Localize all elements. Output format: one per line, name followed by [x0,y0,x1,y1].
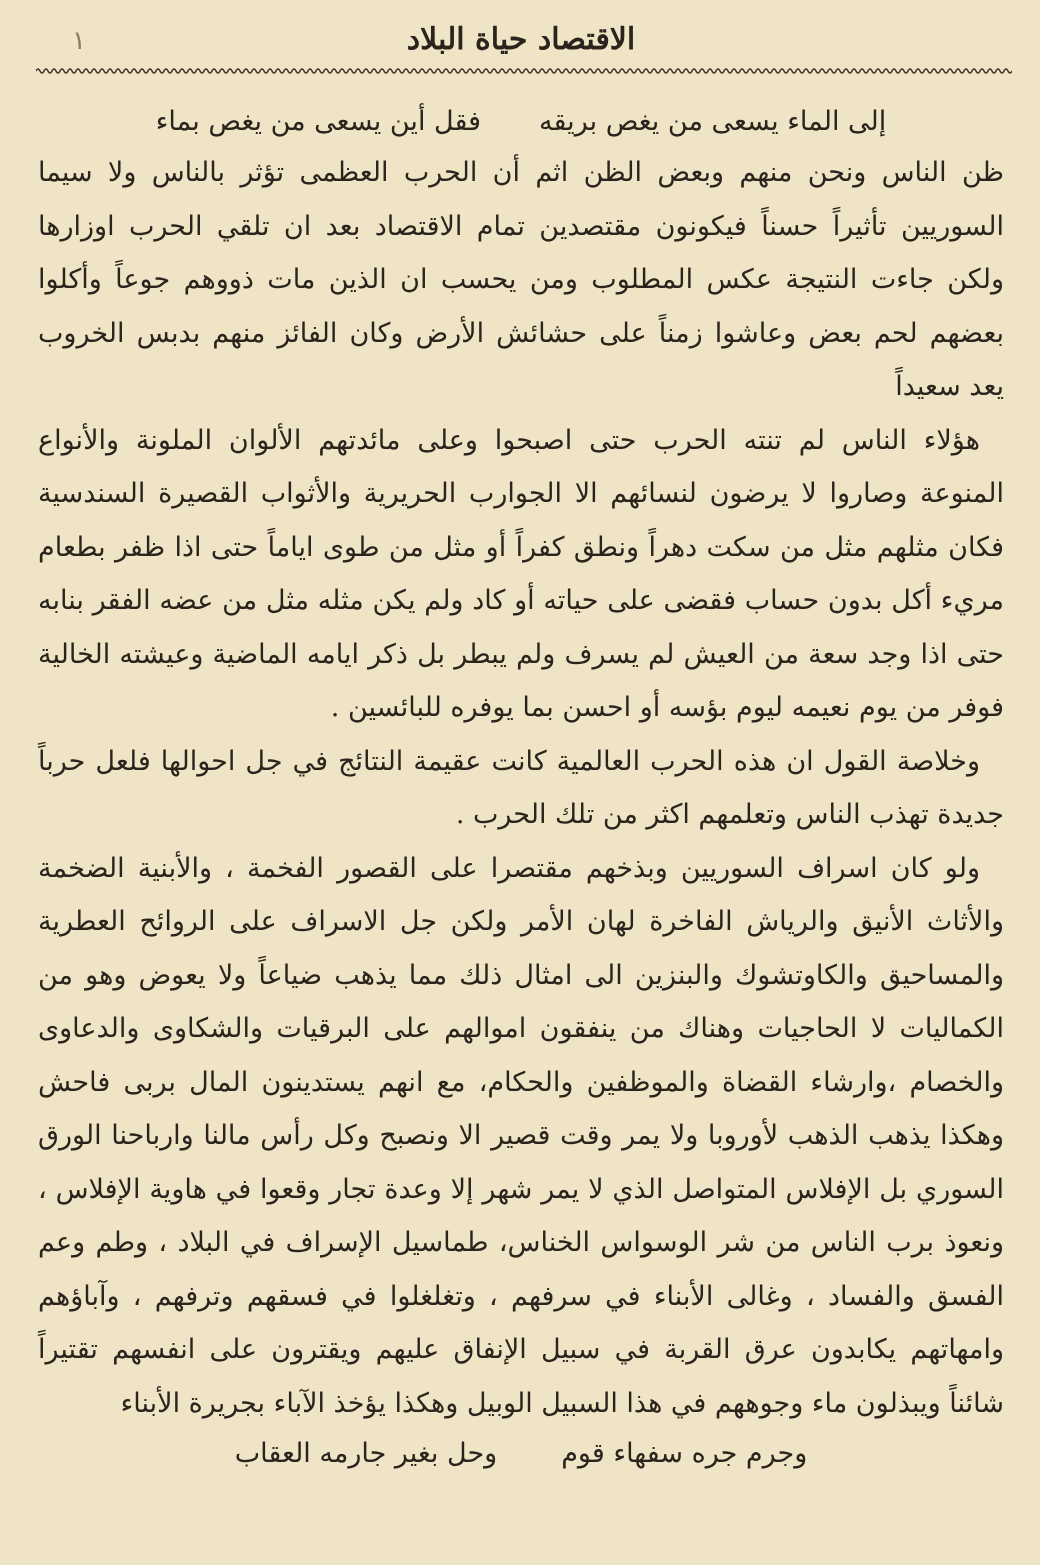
verse-hemistich-second: وحل بغير جارمه العقاب [234,1438,498,1469]
verse-hemistich-second: فقل أين يسعى من يغص بماء [155,106,482,137]
paragraph-2: هؤلاء الناس لم تنته الحرب حتى اصبحوا وعلى مائدتهم الألوان الملونة والأنواع المنوعة وصاروا لا يرضون لنسائهم الا الجوارب الحريرية والأثواب القصيرة السندسية فكان مثلهم مثل من سكت دهراً ونطق كفراً أو مثل من طوى اياماً حتى اذا ظفر بطعام مريء أكل بدون حساب فقضى على حياته أو كاد ولم يكن مثله مثل من عضه الفقر بنابه حتى اذا وجد سعة من العيش لم يسرف ولم يبطر بل ذكر ايامه الماضية وعيشته الخالية فوفر من يوم نعيمه ليوم بؤسه أو احسن بما يوفره للبائسين . [38,424,1004,723]
wavy-divider [36,66,1012,76]
page-body [38,104,1004,1478]
running-title: الاقتصاد حياة البلاد [406,22,636,57]
paragraph-3: وخلاصة القول ان هذه الحرب العالمية كانت عقيمة النتائج في جل احوالها فلعل حرباً جديدة تهذب الناس وتعلمهم اكثر من تلك الحرب . [38,745,1004,830]
paragraph-4: ولو كان اسراف السوريين وبذخهم مقتصرا على القصور الفخمة ، والأبنية الضخمة والأثاث الأنيق والرياش الفاخرة لهان الأمر ولكن جل الاسراف على الروائح العطرية والمساحيق والكاوتشوك والبنزين الى امثال ذلك مما يذهب ضياعاً ولا يعوض وهو من الكماليات لا الحاجيات وهناك من ينفقون اموالهم على البرقيات والشكاوى والدعاوى والخصام ،وارشاء القضاة والموظفين والحكام، مع انهم يستدينون المال بربى فاحش وهكذا يذهب الذهب لأوروبا ولا يمر وقت قصير الا ونصبح وكل رأس مالنا وارباحنا الورق السوري بل الإفلاس المتواصل الذي لا يمر شهر إلا وعدة تجار وقعوا في هاوية الإفلاس ، ونعوذ برب الناس من شر الوسواس الخناس، طماسيل الإسراف في البلاد ، وطم وعم الفسق والفساد ، وغالى الأبناء في سرفهم ، وتغلغلوا في فسقهم وترفهم ، وآباؤهم وامهاتهم يكابدون عرق القربة في سبيل الإنفاق عليهم ويقترون على انفسهم تقتيراً شائناً ويبذلون ماء وجوههم في هذا السبيل الوبيل وهكذا يؤخذ الآباء بجريرة الأبناء [38,852,1004,1419]
verse-hemistich-first: إلى الماء يسعى من يغص بريقه [539,106,887,137]
page-header [38,0,1004,66]
page-number: ١ [72,26,86,56]
paragraph-1: ظن الناس ونحن منهم وبعض الظن اثم أن الحرب العظمى تؤثر بالناس ولا سيما السوريين تأثيراً حسناً فيكونون مقتصدين تمام الاقتصاد بعد ان تلقي الحرب اوزارها ولكن جاءت النتيجة عكس المطلوب ومن يحسب ان الذين مات ذووهم جوعاً وأكلوا بعضهم لحم بعض وعاشوا زمناً على حشائش الأرض وكان الفائز منهم بدبس الخروب يعد سعيداً [38,157,1005,402]
opening-verse [38,104,1004,146]
closing-verse [38,1436,1004,1478]
verse-hemistich-first: وجرم جره سفهاء قوم [561,1438,808,1469]
